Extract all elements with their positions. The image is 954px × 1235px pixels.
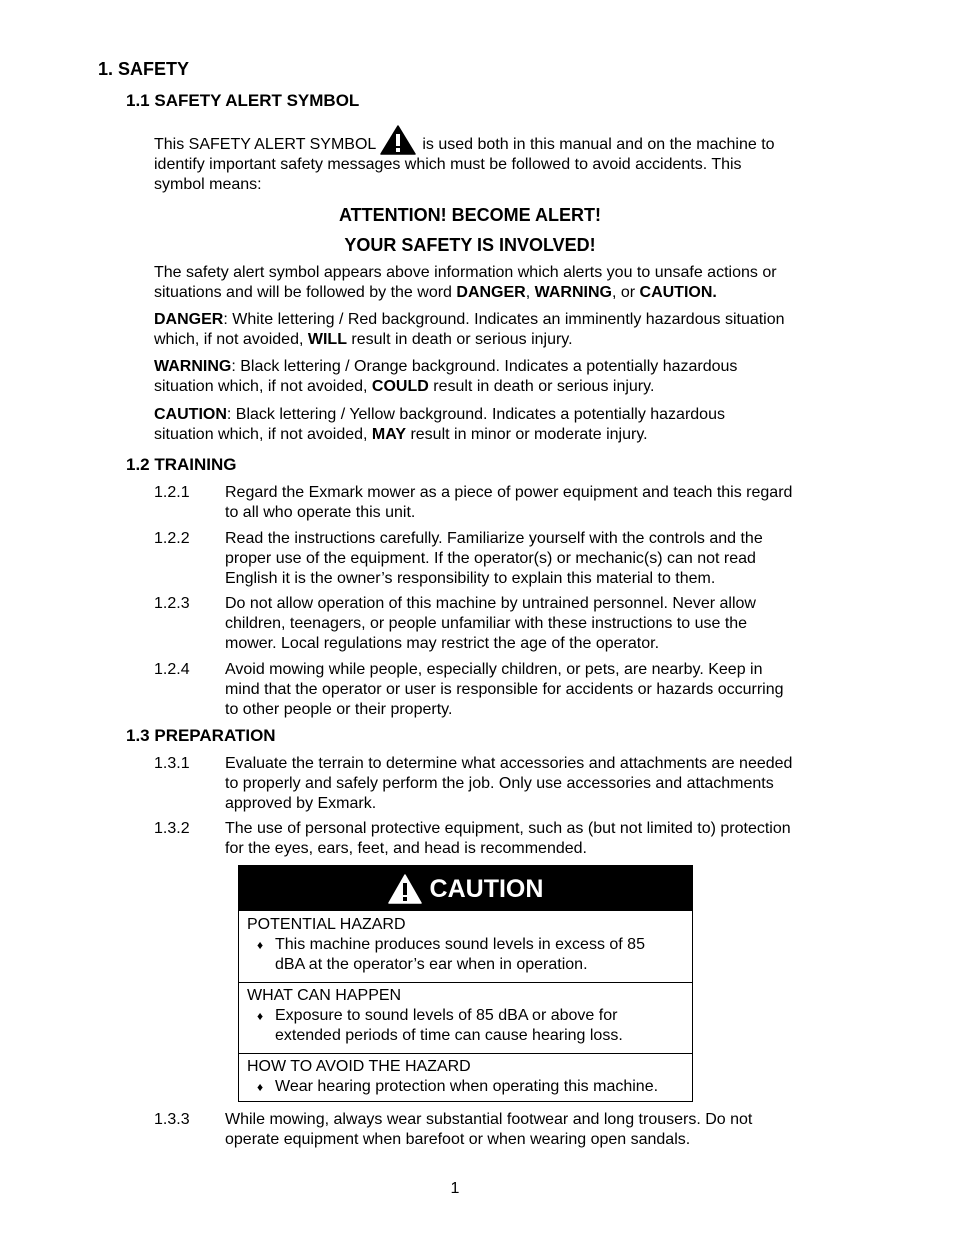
alert-intro-line3: symbol means: <box>154 176 262 193</box>
item-line: proper use of the equipment. If the operator(s) or mechanic(s) can not read <box>225 550 756 567</box>
word-danger: DANGER <box>456 284 526 301</box>
list-item <box>154 594 844 654</box>
item-line: to properly and safely perform the job. Only use accessories and attachments <box>225 775 774 792</box>
caution-definition <box>154 405 844 445</box>
page-number: 1 <box>450 1180 460 1197</box>
alert-appears-line2 <box>154 283 844 303</box>
item-line: approved by Exmark. <box>225 795 377 812</box>
danger-line2a: which, if not avoided, <box>154 331 308 348</box>
item-number: 1.2.1 <box>154 484 190 501</box>
item-number: 1.2.3 <box>154 595 190 612</box>
caution-line: This machine produces sound levels in excess of 85 <box>275 936 645 953</box>
item-line: While mowing, always wear substantial footwear and long trousers. Do not <box>225 1111 753 1128</box>
caution-line2a: situation which, if not avoided, <box>154 426 372 443</box>
caution-bullet <box>247 1077 684 1097</box>
list-item <box>154 819 844 859</box>
list-item <box>154 529 844 589</box>
item-line: Regard the Exmark mower as a piece of power equipment and teach this regard <box>225 484 793 501</box>
caution-line: Exposure to sound levels of 85 dBA or above for <box>275 1007 618 1024</box>
caution-box <box>238 865 693 1102</box>
item-line: children, teenagers, or people unfamiliar with these instructions to use the <box>225 615 748 632</box>
list-item <box>154 754 844 814</box>
warning-strong: COULD <box>371 378 429 395</box>
warning-triangle-icon <box>388 874 422 904</box>
caution-section-what-can-happen <box>239 982 692 1046</box>
item-number: 1.3.1 <box>154 755 190 772</box>
caution-line2b: result in minor or moderate injury. <box>406 426 648 443</box>
warning-label: WARNING <box>154 358 232 375</box>
list-item <box>154 483 844 523</box>
caution-section-heading: POTENTIAL HAZARD <box>247 916 406 933</box>
item-line: English it is the owner’s responsibility to explain this material to them. <box>225 570 716 587</box>
item-number: 1.3.3 <box>154 1111 190 1128</box>
caution-line: dBA at the operator’s ear when in operation. <box>275 956 588 973</box>
caution-box-header <box>239 866 692 911</box>
alert-intro <box>154 125 844 195</box>
item-number: 1.3.2 <box>154 820 190 837</box>
heading-training: 1.2 TRAINING <box>126 455 237 474</box>
diamond-bullet-icon: ♦ <box>257 938 264 952</box>
comma-2: , or <box>611 284 640 301</box>
item-line: mower. Local regulations may restrict the age of the operator. <box>225 635 660 652</box>
danger-definition <box>154 310 844 350</box>
caution-section-potential-hazard <box>239 912 692 975</box>
alert-intro-line2: identify important safety messages which must be followed to avoid accidents. This <box>154 156 742 173</box>
word-caution: CAUTION. <box>639 284 717 301</box>
list-item <box>154 1110 844 1150</box>
comma-1: , <box>525 284 535 301</box>
alert-intro-after: is used both in this manual and on the machine to <box>422 136 775 153</box>
danger-label: DANGER <box>154 311 224 328</box>
alert-appears <box>154 263 844 303</box>
warning-line1: : Black lettering / Orange background. Indicates a potentially hazardous <box>231 358 738 375</box>
item-number: 1.2.2 <box>154 530 190 547</box>
caution-section-heading: WHAT CAN HAPPEN <box>247 987 402 1004</box>
item-line: mind that the operator or user is responsible for accidents or hazards occurring <box>225 681 784 698</box>
caution-strong: MAY <box>371 426 406 443</box>
item-line: for the eyes, ears, feet, and head is recommended. <box>225 840 587 857</box>
warning-line2b: result in death or serious injury. <box>428 378 655 395</box>
caution-label: CAUTION <box>154 406 227 423</box>
involved-line: YOUR SAFETY IS INVOLVED! <box>344 235 596 255</box>
item-line: The use of personal protective equipment, such as (but not limited to) protection <box>225 820 791 837</box>
diamond-bullet-icon: ♦ <box>257 1080 264 1094</box>
item-line: Read the instructions carefully. Familiarize yourself with the controls and the <box>225 530 763 547</box>
caution-line: Wear hearing protection when operating this machine. <box>275 1078 659 1095</box>
warning-definition <box>154 357 844 397</box>
alert-appears-text: situations and will be followed by the word <box>154 284 457 301</box>
caution-section-heading: HOW TO AVOID THE HAZARD <box>247 1058 471 1075</box>
danger-line2b: result in death or serious injury. <box>346 331 573 348</box>
heading-preparation: 1.3 PREPARATION <box>126 726 276 745</box>
caution-line1: : Black lettering / Yellow background. Indicates a potentially hazardous <box>226 406 725 423</box>
alert-appears-line1: The safety alert symbol appears above information which alerts you to unsafe actions or <box>154 264 777 281</box>
diamond-bullet-icon: ♦ <box>257 1009 264 1023</box>
item-line: to other people or their property. <box>225 701 453 718</box>
caution-bullet <box>247 1006 684 1046</box>
alert-intro-before: This SAFETY ALERT SYMBOL <box>154 136 377 153</box>
danger-strong: WILL <box>307 331 347 348</box>
list-item <box>154 660 844 720</box>
danger-line1: : White lettering / Red background. Indicates an imminently hazardous situation <box>223 311 785 328</box>
section-title: 1. SAFETY <box>98 59 190 79</box>
item-number: 1.2.4 <box>154 661 190 678</box>
caution-bullet <box>247 935 684 975</box>
heading-safety-alert-symbol: 1.1 SAFETY ALERT SYMBOL <box>126 91 360 110</box>
caution-section-how-to-avoid <box>239 1053 692 1097</box>
item-line: operate equipment when barefoot or when wearing open sandals. <box>225 1131 691 1148</box>
attention-line: ATTENTION! BECOME ALERT! <box>339 205 601 225</box>
item-line: Evaluate the terrain to determine what accessories and attachments are needed <box>225 755 793 772</box>
caution-box-title: CAUTION <box>429 874 544 903</box>
warning-triangle-icon <box>380 125 416 155</box>
item-line: to all who operate this unit. <box>225 504 416 521</box>
item-line: Do not allow operation of this machine by untrained personnel. Never allow <box>225 595 756 612</box>
word-warning: WARNING <box>534 284 612 301</box>
caution-line: extended periods of time can cause hearing loss. <box>275 1027 623 1044</box>
warning-line2a: situation which, if not avoided, <box>154 378 372 395</box>
item-line: Avoid mowing while people, especially children, or pets, are nearby. Keep in <box>225 661 763 678</box>
